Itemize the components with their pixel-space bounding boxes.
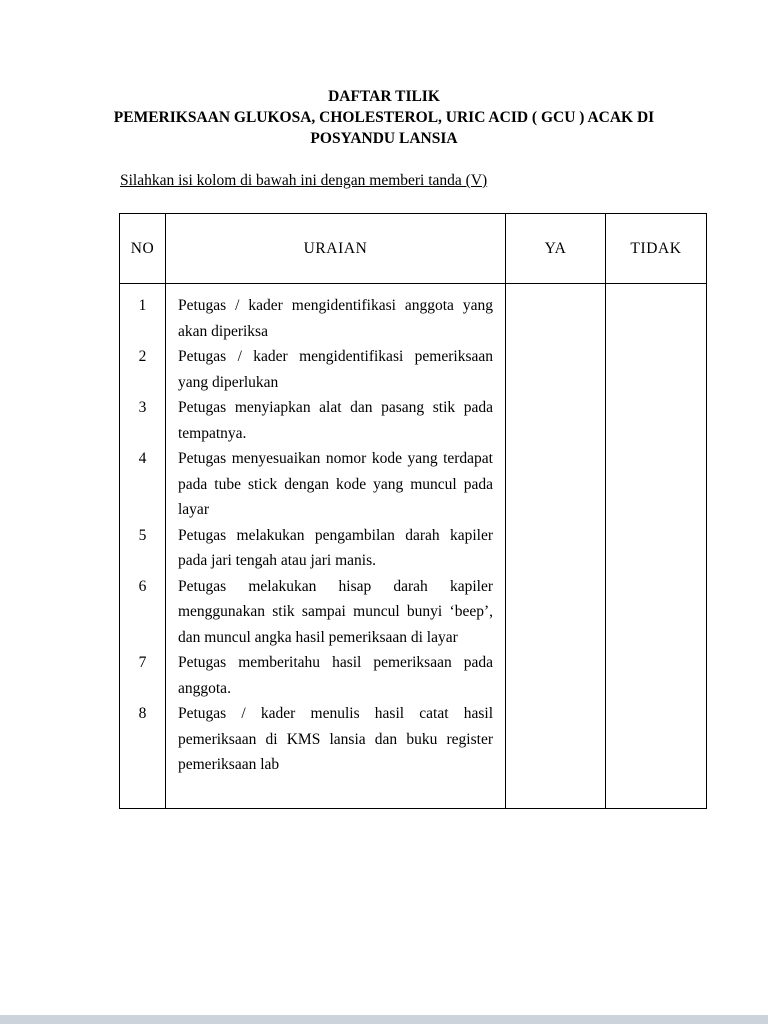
table-header-row (120, 214, 707, 284)
row-number-cell: 7 (120, 650, 166, 701)
ya-cell (506, 344, 606, 395)
table-row (120, 446, 707, 523)
tidak-cell (606, 284, 707, 345)
row-number-cell: 4 (120, 446, 166, 523)
table-row (120, 395, 707, 446)
column-header-tidak: TIDAK (606, 214, 707, 284)
tidak-cell (606, 446, 707, 523)
column-header-no: NO (120, 214, 166, 284)
table-row (120, 701, 707, 808)
ya-cell (506, 284, 606, 345)
tidak-cell (606, 650, 707, 701)
row-number-cell: 6 (120, 574, 166, 651)
tidak-cell (606, 574, 707, 651)
uraian-cell: Petugas menyiapkan alat dan pasang stik pada tempatnya. (166, 395, 506, 446)
table-row (120, 344, 707, 395)
uraian-cell: Petugas memberitahu hasil pemeriksaan pada anggota. (166, 650, 506, 701)
tidak-cell (606, 395, 707, 446)
uraian-cell: Petugas / kader mengidentifikasi anggota yang akan diperiksa (166, 284, 506, 345)
row-number-cell: 3 (120, 395, 166, 446)
tidak-cell (606, 344, 707, 395)
table-row (120, 574, 707, 651)
column-header-ya: YA (506, 214, 606, 284)
uraian-cell: Petugas / kader mengidentifikasi pemeriksaan yang diperlukan (166, 344, 506, 395)
document-subtitle: PEMERIKSAAN GLUKOSA, CHOLESTEROL, URIC ACID ( GCU ) ACAK DI POSYANDU LANSIA (113, 109, 655, 147)
ya-cell (506, 574, 606, 651)
uraian-cell: Petugas / kader menulis hasil catat hasil pemeriksaan di KMS lansia dan buku register pemeriksaan lab (166, 701, 506, 808)
row-number-cell: 8 (120, 701, 166, 808)
checklist-table (119, 213, 707, 809)
ya-cell (506, 650, 606, 701)
instruction-text: Silahkan isi kolom di bawah ini dengan memberi tanda (V) (120, 172, 488, 189)
tidak-cell (606, 523, 707, 574)
column-header-uraian: URAIAN (166, 214, 506, 284)
document-title-block (0, 0, 768, 149)
ya-cell (506, 446, 606, 523)
row-number-cell: 1 (120, 284, 166, 345)
row-number-cell: 5 (120, 523, 166, 574)
document-title: DAFTAR TILIK (328, 88, 440, 105)
tidak-cell (606, 701, 707, 808)
table-row (120, 650, 707, 701)
row-number-cell: 2 (120, 344, 166, 395)
ya-cell (506, 523, 606, 574)
table-row (120, 284, 707, 345)
uraian-cell: Petugas melakukan pengambilan darah kapiler pada jari tengah atau jari manis. (166, 523, 506, 574)
uraian-cell: Petugas menyesuaikan nomor kode yang terdapat pada tube stick dengan kode yang muncul pada layar (166, 446, 506, 523)
ya-cell (506, 395, 606, 446)
page-bottom-edge (0, 1015, 768, 1024)
ya-cell (506, 701, 606, 808)
uraian-cell: Petugas melakukan hisap darah kapiler menggunakan stik sampai muncul bunyi ‘beep’, dan muncul angka hasil pemeriksaan di layar (166, 574, 506, 651)
table-row (120, 523, 707, 574)
